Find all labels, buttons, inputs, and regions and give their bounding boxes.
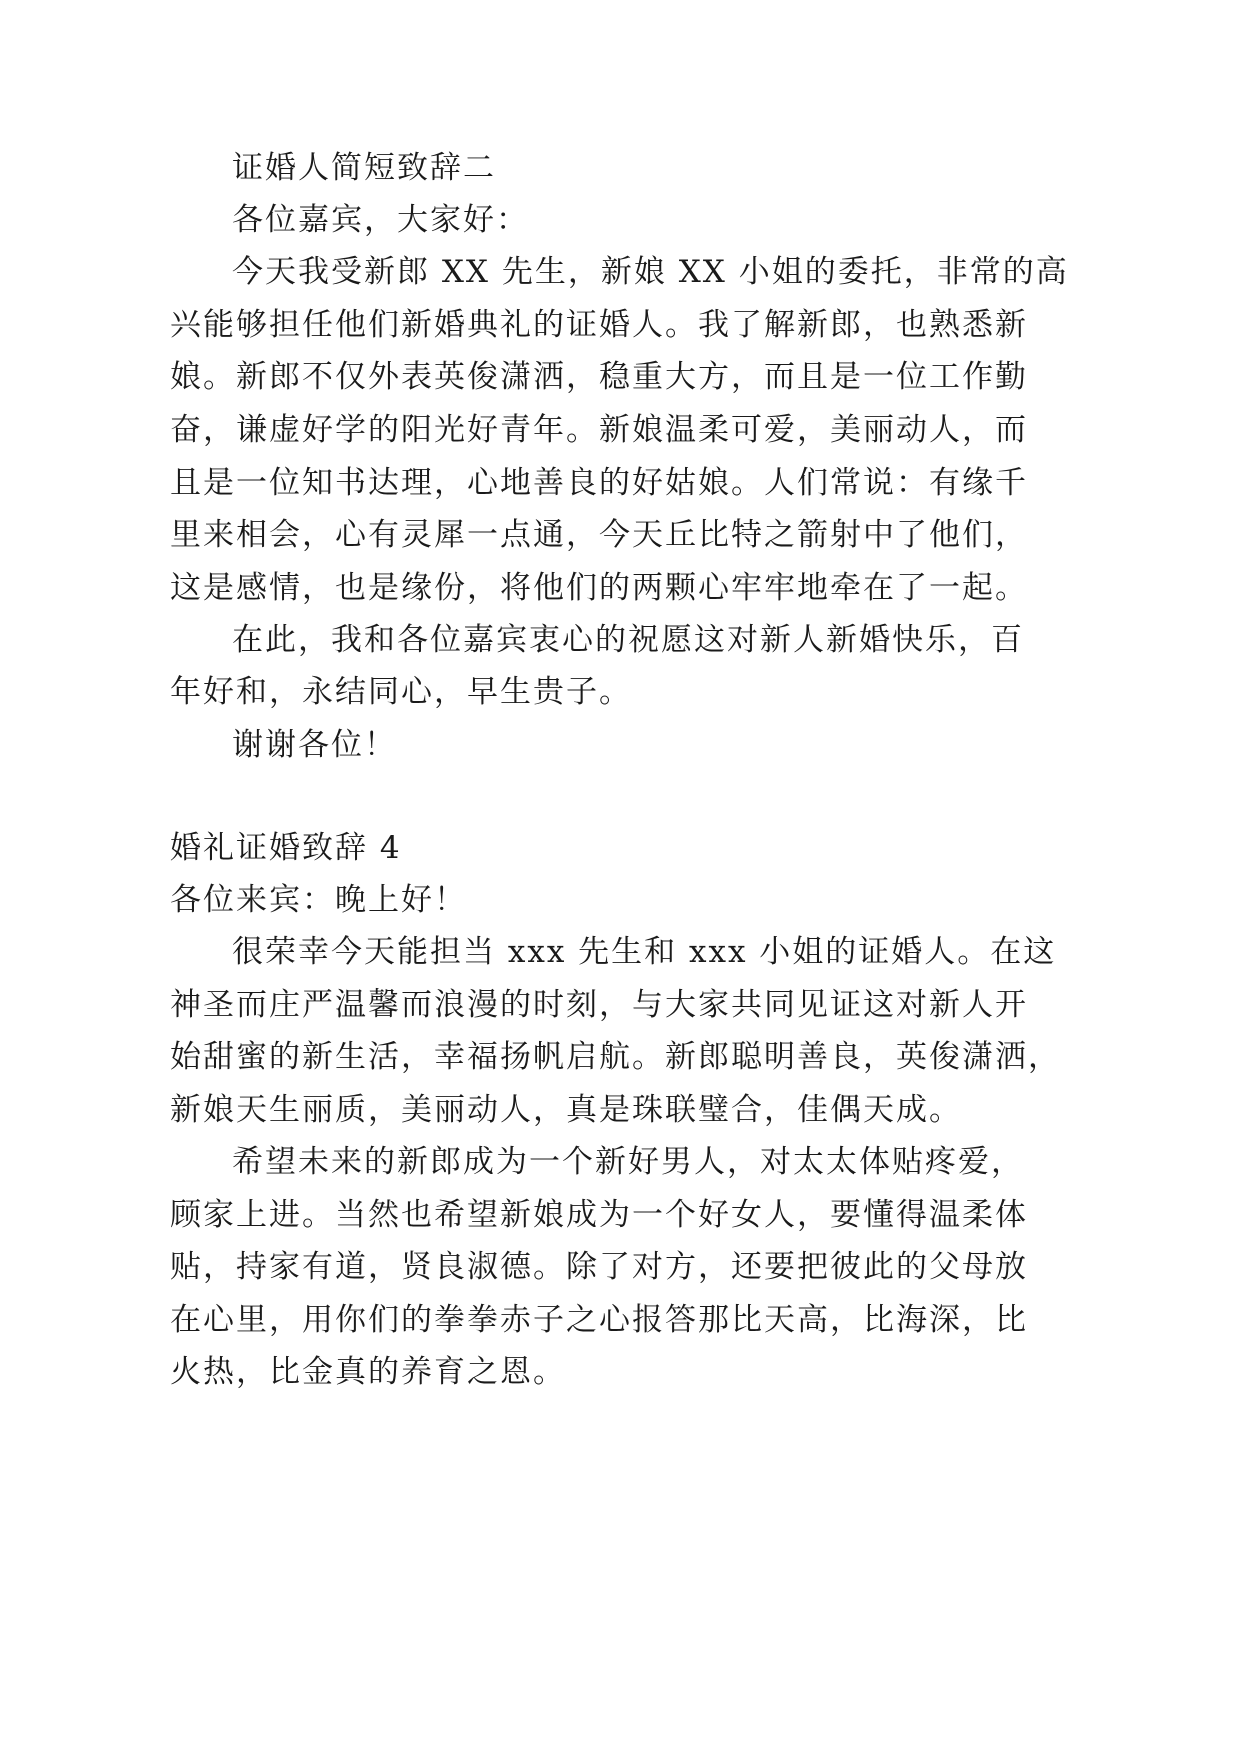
document-page: 证婚人简短致辞二 各位嘉宾，大家好： 今天我受新郎 XX 先生，新娘 XX 小姐的委托，非常的高 兴能够担任他们新婚典礼的证婚人。我了解新郎，也熟悉新 娘。新郎不仅外表英俊潇洒，稳重大方，而且是一位工作勤 奋，谦虚好学的阳光好青年。新娘温柔可爱，美丽动人，而 且是一位知书达理，心地善良的好姑娘。人们常说：有缘千 里来相会，心有灵犀一点通，今天丘比特之箭射中了他们， 这是感情，也是缘份，将他们的两颗心牢牢地牵在了一起。 在此，我和各位嘉宾衷心的祝愿这对新人新婚快乐，百 年好和，永结同心，早生贵子。 谢谢各位！ 婚礼证婚致辞 4 各位来宾：晚上好！ 很荣幸今天能担当 xxx 先生和 xxx 小姐的证婚人。在这 神圣而庄严温馨而浪漫的时刻，与大家共同见证这对新人开 始甜蜜的新生活，幸福扬帆启航。新郎聪明善良，英俊潇洒， 新娘天生丽质，美丽动人，真是珠联璧合，佳偶天成。 希望未来的新郎成为一个新好男人，对太太体贴疼爱， 顾家上进。当然也希望新娘成为一个好女人，要懂得温柔体 贴，持家有道，贤良淑德。除了对方，还要把彼此的父母放 在心里，用你们的拳拳赤子之心报答那比天高，比海深，比 火热，比金真的养育之恩。 [170, 150, 1069, 1390]
